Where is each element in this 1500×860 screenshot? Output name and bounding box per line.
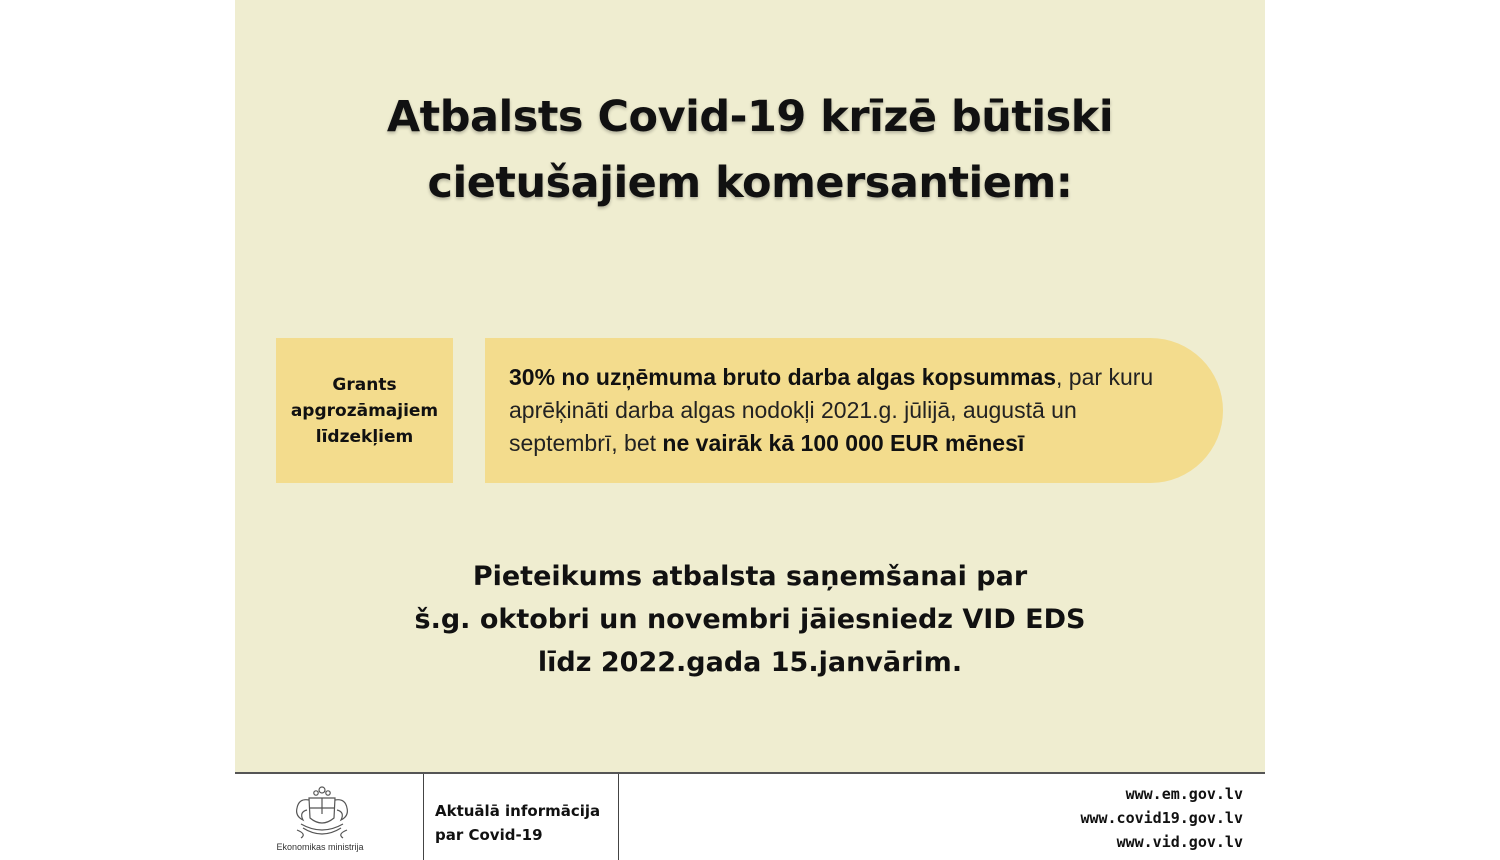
covid-info-cell <box>424 774 619 860</box>
link-vid-gov[interactable]: www.vid.gov.lv <box>1116 833 1243 851</box>
website-links <box>1080 782 1243 854</box>
coat-of-arms-icon <box>287 784 357 842</box>
grant-label-line-3: līdzekļiem <box>315 426 414 447</box>
deadline-line-3: līdz 2022.gada 15.janvārim. <box>537 647 963 678</box>
ministry-name: Ekonomikas ministrija <box>276 842 364 852</box>
title-line-1: Atbalsts Covid-19 krīzē būtiski <box>386 92 1114 142</box>
grant-amount-limit: ne vairāk kā 100 000 EUR mēnesī <box>662 430 1025 456</box>
ministry-logo-cell <box>235 774 424 860</box>
covid-info-line-2: par Covid-19 <box>435 826 543 844</box>
deadline-line-1: Pieteikums atbalsta saņemšanai par <box>472 561 1028 592</box>
deadline-line-2: š.g. oktobri un novembri jāiesniedz VID EDS <box>414 604 1086 635</box>
grant-amount-pill <box>485 338 1223 483</box>
application-deadline <box>235 555 1265 684</box>
covid-info-label <box>435 799 600 847</box>
footer <box>235 772 1265 860</box>
grant-amount-bold: 30% no uzņēmuma bruto darba algas kopsummas <box>509 364 1057 390</box>
covid-info-line-1: Aktuālā informācija <box>435 802 601 820</box>
poster <box>235 0 1265 860</box>
grant-label-line-1: Grants <box>332 374 397 395</box>
page-title <box>235 84 1265 216</box>
grant-type-label <box>280 372 450 450</box>
link-em-gov[interactable]: www.em.gov.lv <box>1125 785 1243 803</box>
grant-type-box <box>276 338 453 483</box>
title-line-2: cietušajiem komersantiem: <box>427 158 1073 208</box>
grant-amount-detail: , par kuru aprēķināti darba algas nodokļi 2021.g. jūlijā, augustā un septembrī, bet <box>509 364 1154 456</box>
grant-amount-text <box>509 361 1183 460</box>
link-covid19-gov[interactable]: www.covid19.gov.lv <box>1080 809 1243 827</box>
grant-label-line-2: apgrozāmajiem <box>290 400 439 421</box>
